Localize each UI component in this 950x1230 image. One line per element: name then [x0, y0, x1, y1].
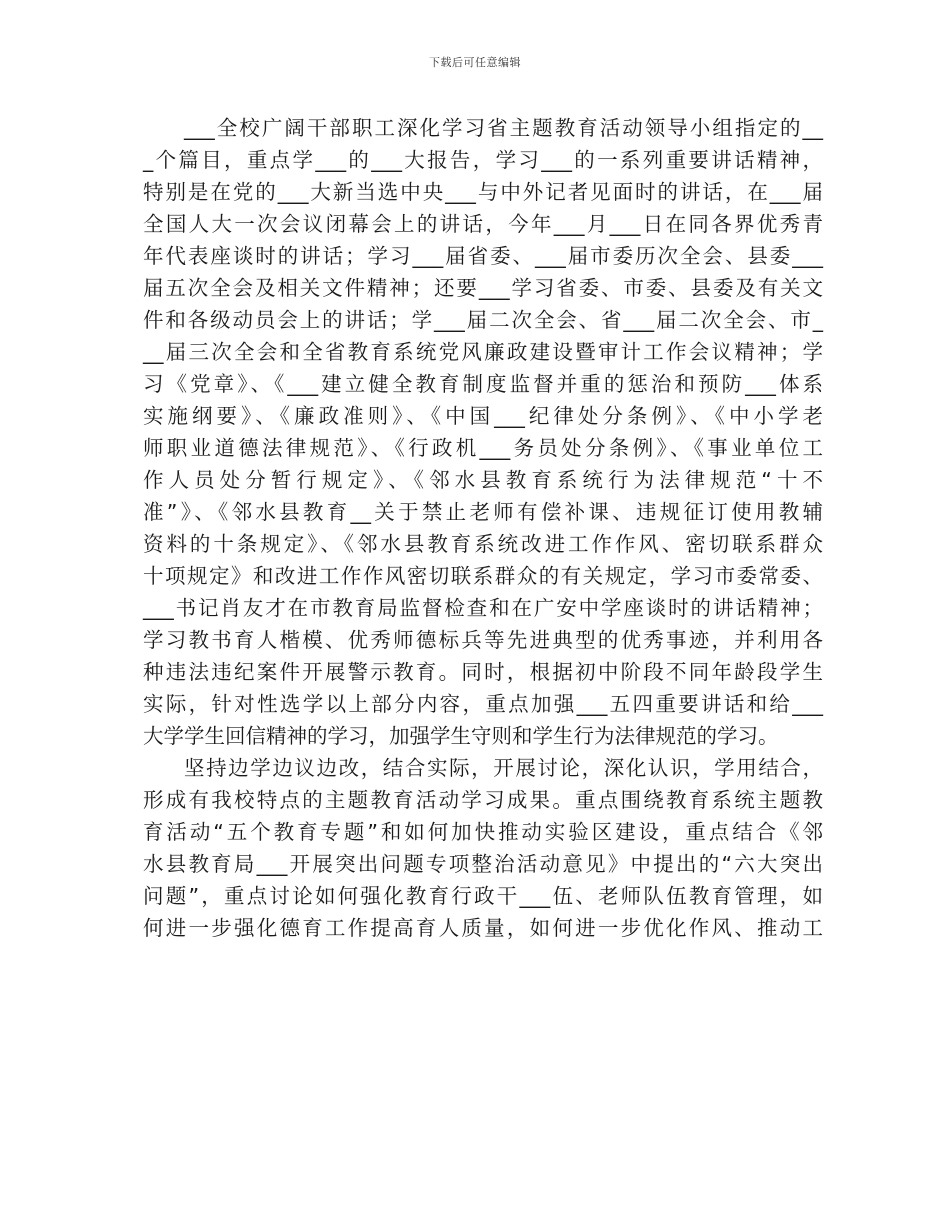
text-line: 种违法违纪案件开展警示教育。同时，根据初中阶段不同年龄段学生	[143, 660, 823, 684]
text-line: 实施纲要》、《廉政准则》、《中国___纪律处分条例》、《中小学老	[143, 404, 823, 428]
text-line: 坚持边学边议边改，结合实际，开展讨论，深化认识，学用结合，	[184, 756, 823, 780]
text-line: __届三次全会和全省教育系统党风廉政建设暨审计工作会议精神；学	[143, 340, 823, 364]
text-line: 年代表座谈时的讲话；学习___届省委、___届市委历次全会、县委___	[143, 244, 823, 268]
text-line: ___书记肖友才在市教育局监督检查和在广安中学座谈时的讲话精神；	[143, 596, 823, 620]
text-line: 十项规定》和改进工作作风密切联系群众的有关规定，学习市委常委、	[143, 564, 823, 588]
text-line: 形成有我校特点的主题教育活动学习成果。重点围绕教育系统主题教	[143, 788, 823, 812]
text-line: 大学学生回信精神的学习，加强学生守则和学生行为法律规范的学习。	[143, 724, 779, 748]
text-line: 问题”，重点讨论如何强化教育行政干___伍、老师队伍教育管理，如	[143, 884, 823, 908]
text-line: 准”》、《邻水县教育__关于禁止老师有偿补课、违规征订使用教辅	[143, 500, 823, 524]
paragraph-2	[143, 752, 823, 944]
text-line: 届五次全会及相关文件精神；还要___学习省委、市委、县委及有关文	[143, 276, 823, 300]
paragraph-1	[143, 112, 823, 752]
text-line: 师职业道德法律规范》、《行政机___务员处分条例》、《事业单位工	[143, 436, 823, 460]
text-line: 学习教书育人楷模、优秀师德标兵等先进典型的优秀事迹，并利用各	[143, 628, 823, 652]
document-body	[143, 112, 823, 944]
page-header: 下载后可任意编辑	[429, 56, 521, 69]
text-line: 习《党章》、《___建立健全教育制度监督并重的惩治和预防___体系	[143, 372, 823, 396]
text-line: 特别是在党的___大新当选中央___与中外记者见面时的讲话，在___届	[143, 180, 823, 204]
text-line: _个篇目，重点学___的___大报告，学习___的一系列重要讲话精神，	[143, 148, 823, 172]
text-line: 件和各级动员会上的讲话；学___届二次全会、省___届二次全会、市_	[143, 308, 823, 332]
text-line: 作人员处分暂行规定》、《邻水县教育系统行为法律规范“十不	[143, 468, 823, 492]
text-line: ___全校广阔干部职工深化学习省主题教育活动领导小组指定的__	[184, 116, 823, 140]
text-line: 全国人大一次会议闭幕会上的讲话，今年___月___日在同各界优秀青	[143, 212, 823, 236]
text-line: 水县教育局___开展突出问题专项整治活动意见》中提出的“六大突出	[143, 852, 823, 876]
text-line: 实际，针对性选学以上部分内容，重点加强___五四重要讲话和给___	[143, 692, 823, 716]
text-line: 育活动“五个教育专题”和如何加快推动实验区建设，重点结合《邻	[143, 820, 823, 844]
text-line: 资料的十条规定》、《邻水县教育系统改进工作作风、密切联系群众	[143, 532, 823, 556]
text-line: 何进一步强化德育工作提高育人质量，如何进一步优化作风、推动工	[143, 916, 823, 940]
